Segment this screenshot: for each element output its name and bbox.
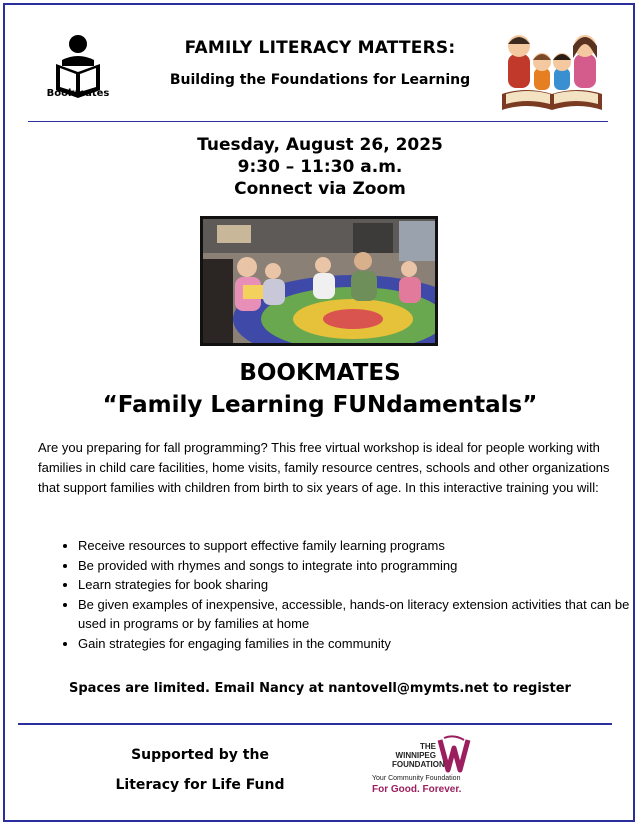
support-credit [100,740,300,800]
sponsor-name: THE WINNIPEG FOUNDATION [392,742,445,769]
intro-paragraph: Are you preparing for fall programming? This free virtual workshop is ideal for people working with families in child care facilities, home visits, family resource centres, schools and other organizations that support families with children from birth to six years of age. In this interactive training you will: [38,440,610,495]
program-name: “Family Learning FUNdamentals” [102,392,538,418]
page-title: FAMILY LITERACY MATTERS: [184,38,456,58]
footer-divider [18,723,612,725]
program-organization: BOOKMATES [239,360,401,386]
list-item: • Be given examples of inexpensive, accessible, hands-on literacy extension activities that can be used in programs or by families at home [78,595,638,634]
page-subtitle: Building the Foundations for Learning [169,72,471,88]
sponsor-tagline: Your Community Foundation [372,775,461,782]
list-item: • Learn strategies for book sharing [78,575,638,595]
event-time: 9:30 – 11:30 a.m. [237,157,403,177]
family-reading-illustration [496,24,608,114]
list-item: • Receive resources to support effective family learning programs [78,536,638,556]
classroom-reading-photo [200,216,438,346]
registration-note: Spaces are limited. Email Nancy at nantovell@mymts.net to register [69,681,571,696]
event-date: Tuesday, August 26, 2025 [197,135,443,155]
logo-label: Bookmates [46,88,110,99]
event-details [120,134,520,200]
benefit-list [38,536,638,653]
sponsor-slogan: For Good. Forever. [372,784,462,795]
support-line-1: Supported by the [131,747,269,763]
list-item: • Be provided with rhymes and songs to integrate into programming [78,556,638,576]
support-line-2: Literacy for Life Fund [115,777,285,793]
header-divider [28,121,608,122]
event-location: Connect via Zoom [234,179,406,199]
list-item: • Gain strategies for engaging families in the community [78,634,638,654]
